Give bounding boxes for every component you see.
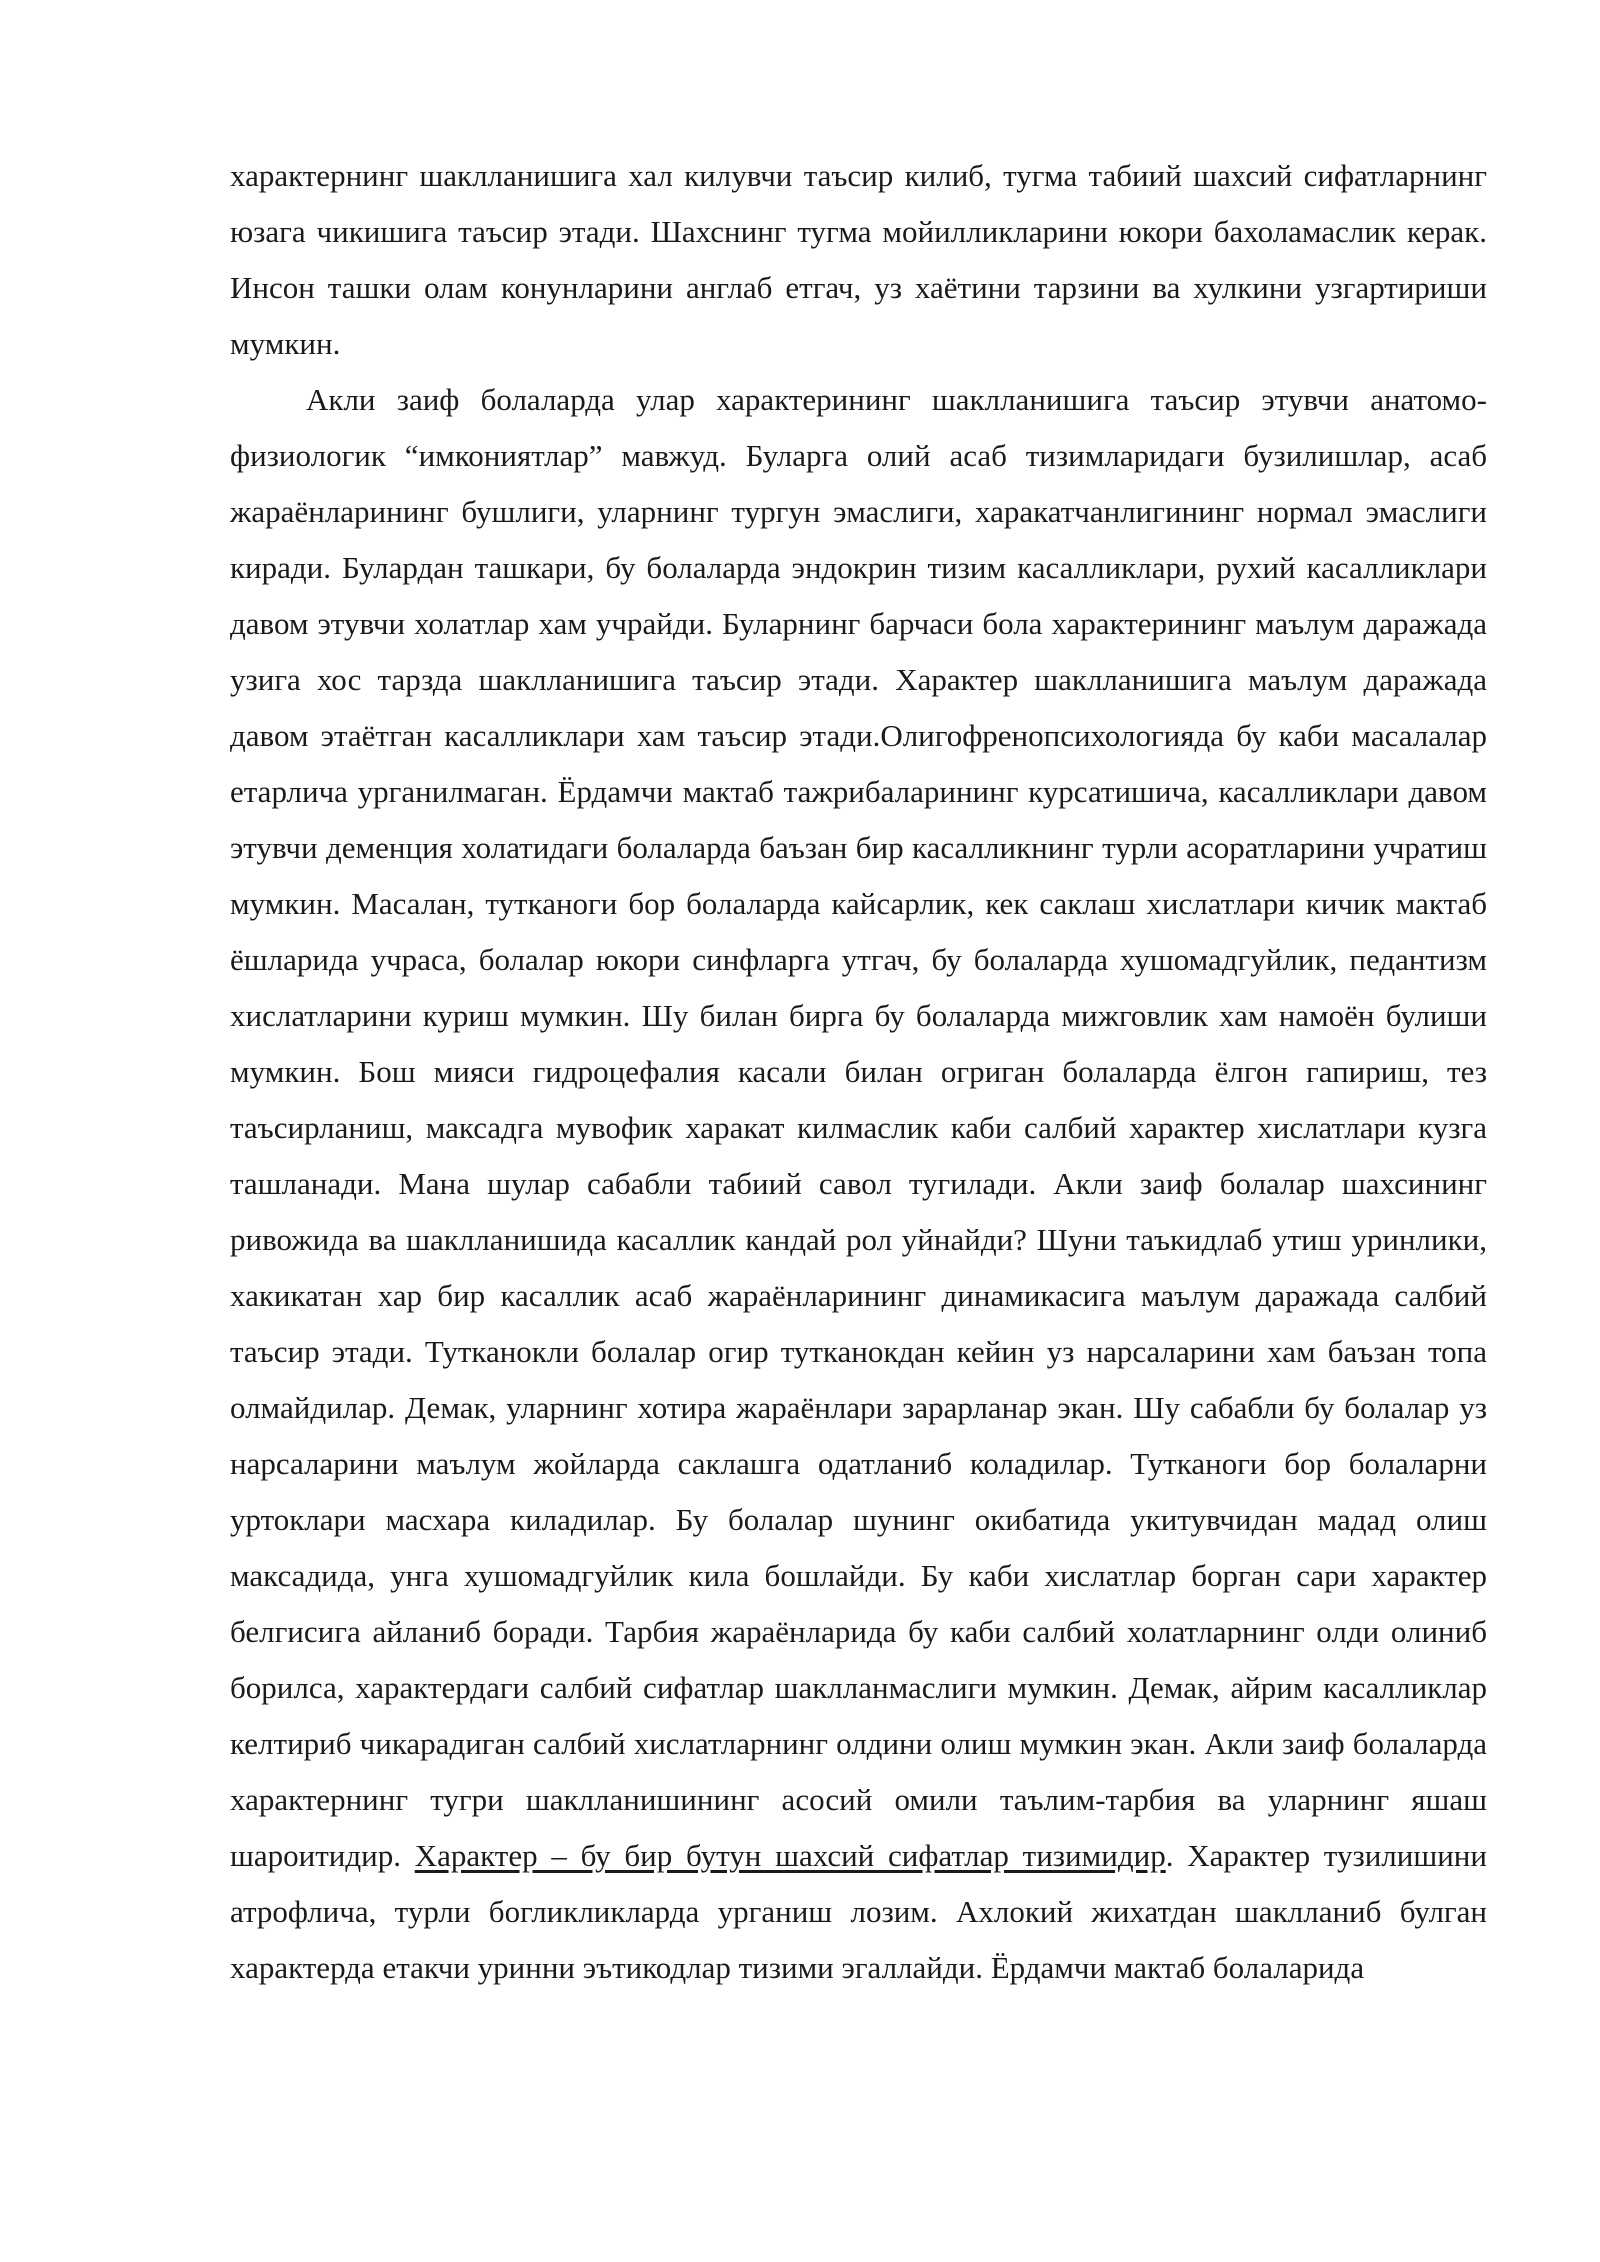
- paragraph-character-formation: характернинг шаклланишига хал килувчи таъсир килиб, тугма табиий шахсий сифатларнинг юзага чикишига таъсир этади. Шахснинг тугма мойилликларини юкори бахоламаслик керак. Инсон ташки олам конунларини англаб етгач, уз хаётини тарзини ва хулкини узгартириши мумкин.: [230, 158, 1487, 361]
- paragraph-mentally-disabled-children: [230, 372, 1487, 1996]
- underlined-definition: Характер – бу бир бутун шахсий сифатлар тизимидир: [414, 1838, 1166, 1873]
- document-body: [230, 148, 1487, 1996]
- paragraph-text-continuation: . Характер тузилишини атрофлича, турли богликликларда урганиш лозим. Ахлокий жихатдан шаклланиб булган характерда етакчи уринни эътикодлар тизими эгаллайди. Ёрдамчи мактаб болаларида: [230, 1838, 1487, 1985]
- paragraph-text-main: Акли заиф болаларда улар характерининг шаклланишига таъсир этувчи анатомо-физиологик “имкониятлар” мавжуд. Буларга олий асаб тизимларидаги бузилишлар, асаб жараёнларининг бушлиги, уларнинг тургун эмаслиги, харакатчанлигининг нормал эмаслиги киради. Булардан ташкари, бу болаларда эндокрин тизим касалликлари, рухий касалликлари давом этувчи холатлар хам учрайди. Буларнинг барчаси бола характерининг маълум даражада узига хос тарзда шаклланишига таъсир этади. Характер шаклланишига маълум даражада давом этаётган касалликлари хам таъсир этади.Олигофренопсихологияда бу каби масалалар етарлича урганилмаган. Ёрдамчи мактаб тажрибаларининг курсатишича, касалликлари давом этувчи деменция холатидаги болаларда баъзан бир касалликнинг турли асоратларини учратиш мумкин. Масалан, тутканоги бор болаларда кайсарлик, кек саклаш хислатлари кичик мактаб ёшларида учраса, болалар юкори синфларга утгач, бу болаларда хушомадгуйлик, педантизм хислатларини куриш мумкин. Шу билан бирга бу болаларда мижговлик хам намоён булиши мумкин. Бош мияси гидроцефалия касали билан огриган болаларда ёлгон гапириш, тез таъсирланиш, максадга мувофик харакат килмаслик каби салбий характер хислатлари кузга ташланади. Мана шулар сабабли табиий савол тугилади. Акли заиф болалар шахсининг ривожида ва шаклланишида касаллик кандай рол уйнайди? Шуни таъкидлаб утиш уринлики, хакикатан хар бир касаллик асаб жараёнларининг динамикасига маълум даражада салбий таъсир этади. Тутканокли болалар огир тутканокдан кейин уз нарсаларини хам баъзан топа олмайдилар. Демак, уларнинг хотира жараёнлари зарарланар экан. Шу сабабли бу болалар уз нарсаларини маълум жойларда саклашга одатланиб коладилар. Тутканоги бор болаларни уртоклари масхара киладилар. Бу болалар шунинг окибатида укитувчидан мадад олиш максадида, унга хушомадгуйлик кила бошлайди. Бу каби хислатлар борган сари характер белгисига айланиб боради. Тарбия жараёнларида бу каби салбий холатларнинг олди олиниб борилса, характердаги салбий сифатлар шаклланмаслиги мумкин. Демак, айрим касалликлар келтириб чикарадиган салбий хислатларнинг олдини олиш мумкин экан. Акли заиф болаларда характернинг тугри шаклланишининг асосий омили таълим-тарбия ва уларнинг яшаш шароитидир.: [230, 382, 1487, 1873]
